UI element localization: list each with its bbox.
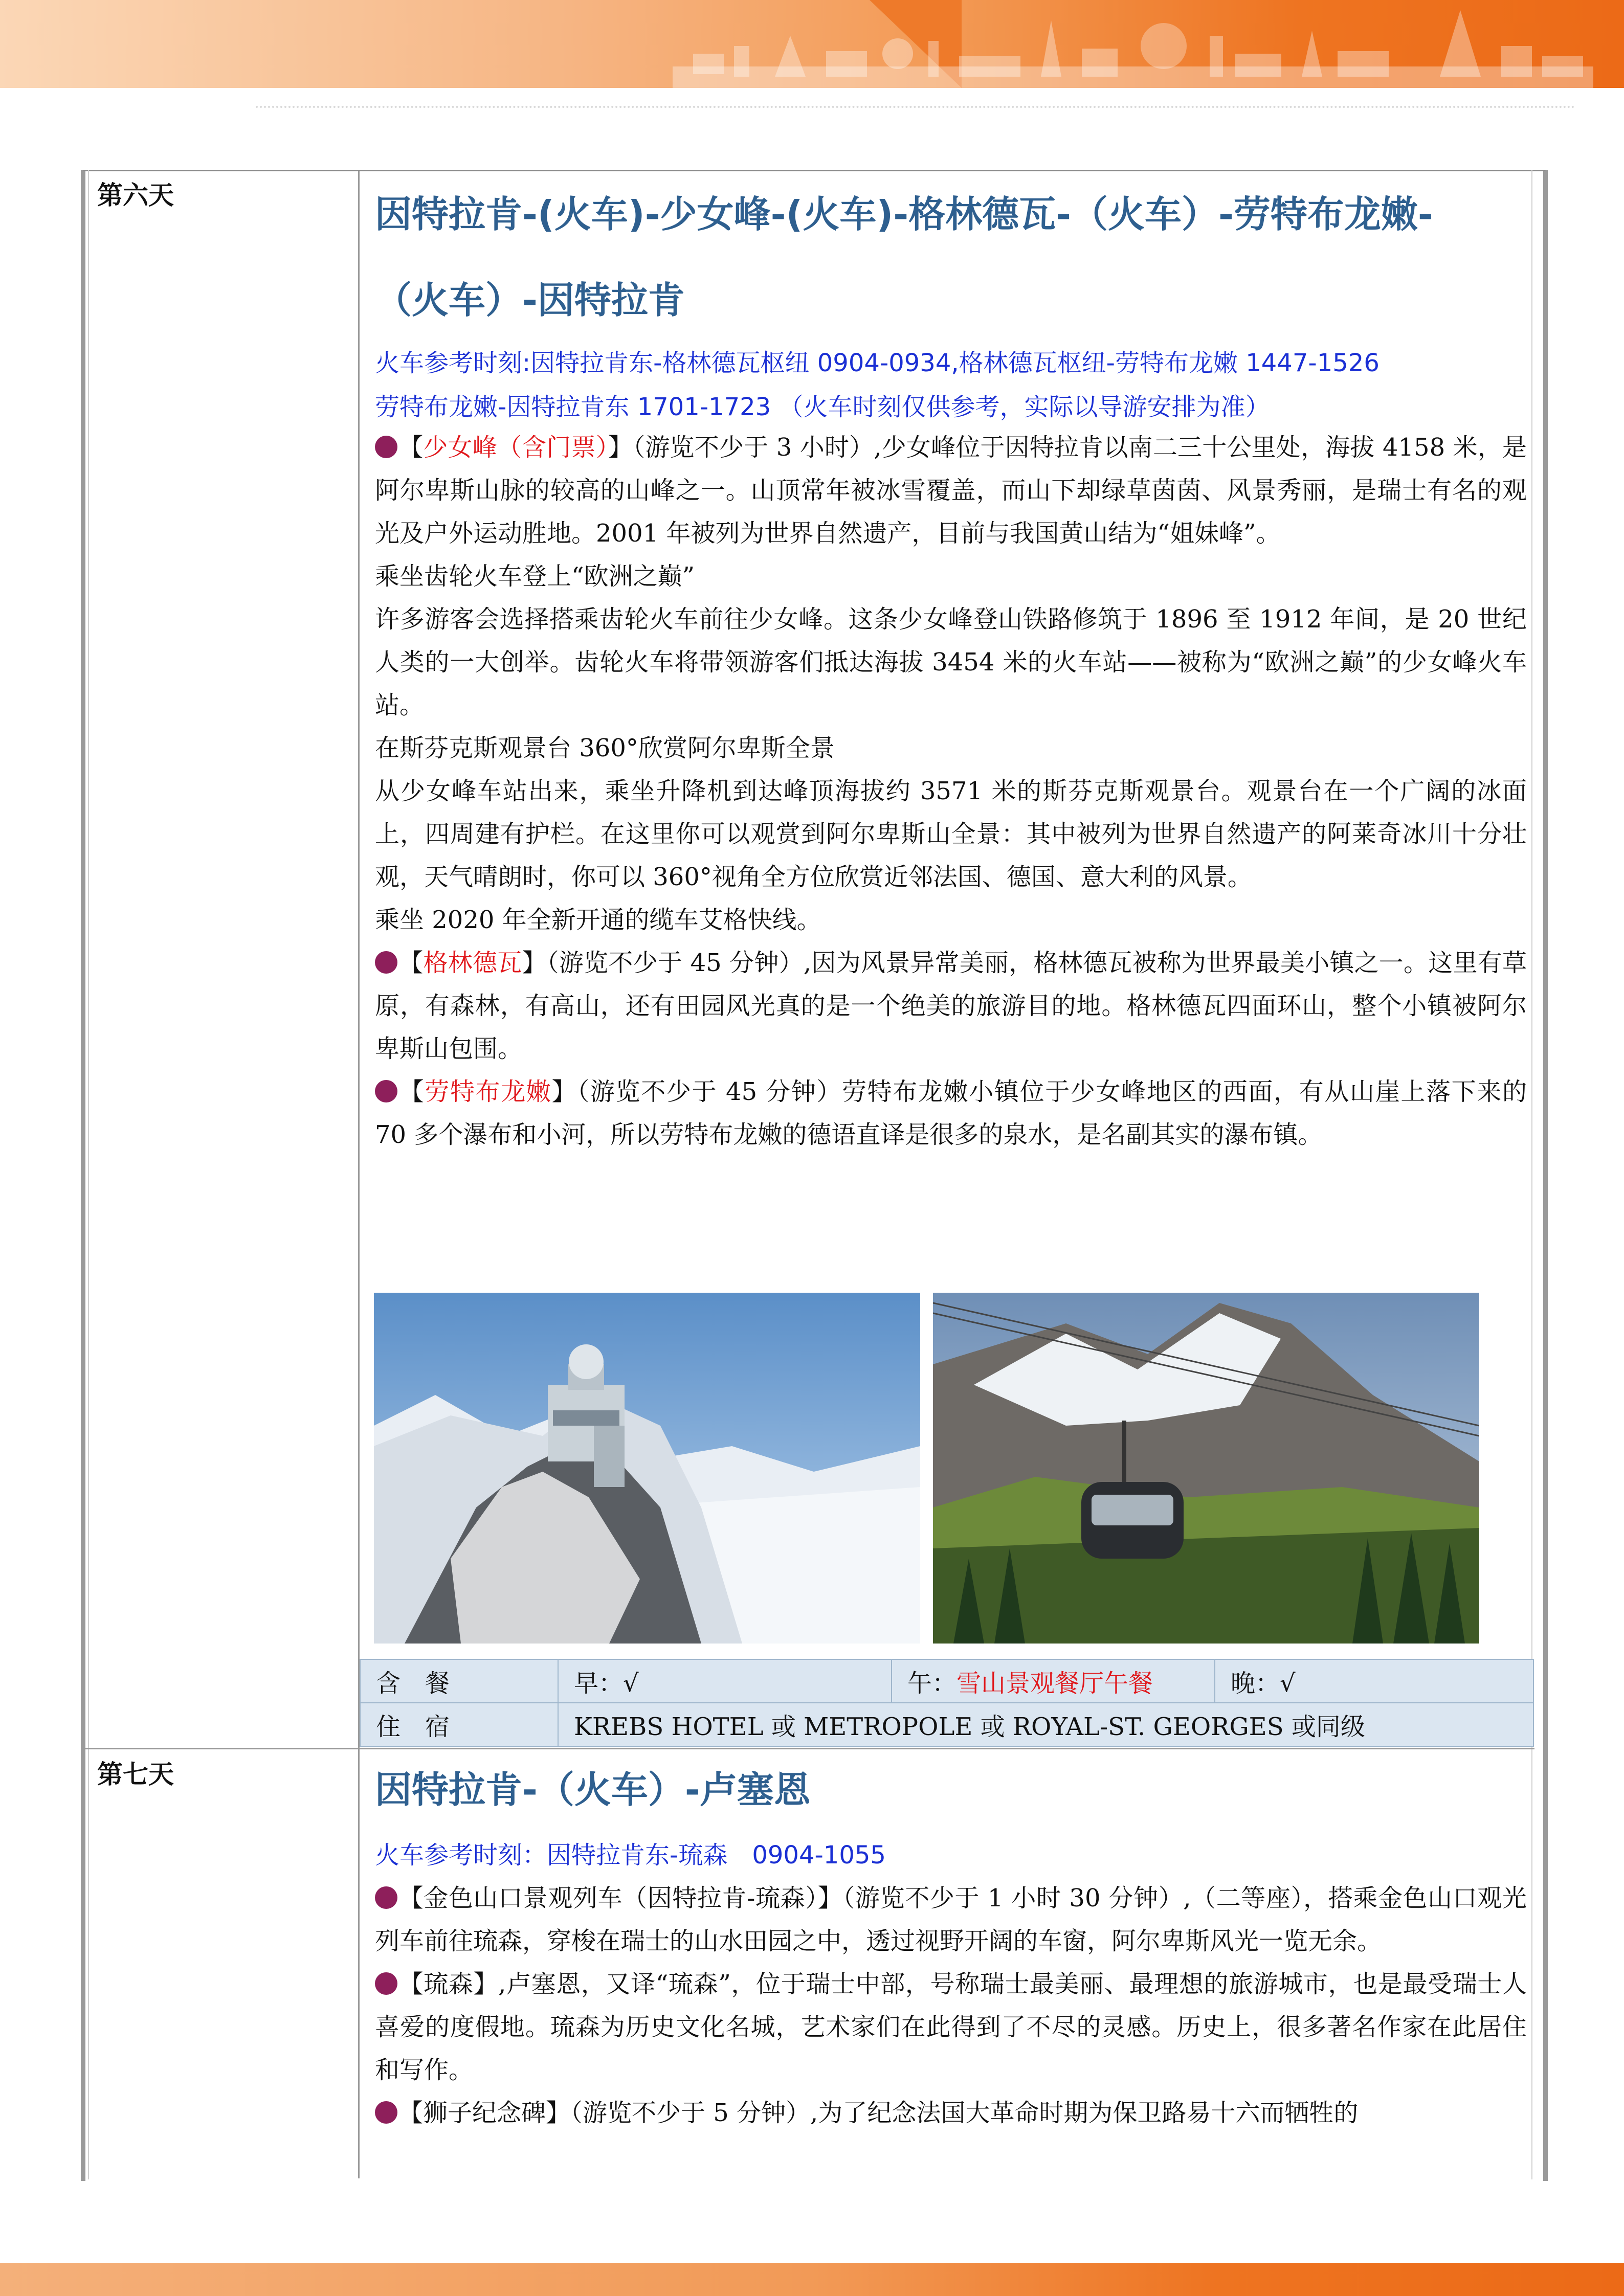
lunch-value: 雪山景观餐厅午餐 <box>956 1669 1153 1698</box>
day6-train-line1: 火车参考时刻:因特拉肯东-格林德瓦枢纽 0904-0934,格林德瓦枢纽-劳特布龙嫩 1447-1526 <box>375 349 1380 377</box>
jungfrau-text: （游览不少于 3 小时）,少女峰位于因特拉肯以南二三十公里处，海拔 4158 米，是阿尔卑斯山脉的较高的山峰之一。山顶常年被冰雪覆盖，而山下却绿草茵茵、风景秀丽，是瑞士有名的观光及户外运动胜地。2001 年被列为世界自然遗产，目前与我国黄山结为“姐妹峰”。 <box>375 433 1527 548</box>
lucerne-item <box>375 1963 1527 2091</box>
grindelwald-item <box>375 941 1527 1070</box>
hotel-label: 住 宿 <box>360 1703 558 1746</box>
day6-train-times <box>375 341 1531 429</box>
cog-heading: 乘坐齿轮火车登上“欧洲之巅” <box>375 562 695 591</box>
day7-title: 因特拉肯-（火车）-卢塞恩 <box>375 1768 811 1811</box>
bracket-open: 【 <box>398 433 424 462</box>
day7-train-line: 火车参考时刻：因特拉肯东-琉森 0904-1055 <box>375 1841 886 1870</box>
day6-jungfrau-section <box>375 426 1527 1156</box>
lunch-label: 午： <box>907 1669 957 1698</box>
bullet-dot-icon <box>375 436 397 458</box>
header-banner <box>0 0 1624 88</box>
lauterbrunnen-item <box>375 1070 1527 1156</box>
cog-text: 许多游客会选择搭乘齿轮火车前往少女峰。这条少女峰登山铁路修筑于 1896 至 1912 年间，是 20 世纪人类的一大创举。齿轮火车将带领游客们抵达海拔 3454 米的火车站——被称为“欧洲之巅”的少女峰火车站。 <box>375 605 1527 719</box>
hotel-value: KREBS HOTEL 或 METROPOLE 或 ROYAL-ST. GEORGES 或同级 <box>558 1703 1533 1746</box>
table-column-divider <box>358 171 360 2178</box>
bracket-close: 】 <box>608 433 633 462</box>
hotel-row <box>360 1703 1533 1746</box>
bullet-dot-icon <box>375 951 397 974</box>
day6-train-line2: 劳特布龙嫩-因特拉肯东 1701-1723 （火车时刻仅供参考，实际以导游安排为准） <box>375 393 1270 421</box>
day6-label: 第六天 <box>97 181 174 210</box>
eiger-text: 乘坐 2020 年全新开通的缆车艾格快线。 <box>375 906 821 934</box>
city-skyline-icon <box>673 5 1593 88</box>
day6-title-line1: 因特拉肯-(火车)-少女峰-(火车)-格林德瓦-（火车）-劳特布龙嫩- <box>375 193 1433 236</box>
bullet-dot-icon <box>375 1886 397 1909</box>
day6-title-line2: （火车）-因特拉肯 <box>375 279 685 322</box>
day6-meals-hotel-table <box>360 1659 1534 1747</box>
sphinx-text: 从少女峰车站出来，乘坐升降机到达峰顶海拔约 3571 米的斯芬克斯观景台。观景台在一个广阔的冰面上，四周建有护栏。在这里你可以观赏到阿尔卑斯山全景：其中被列为世界自然遗产的阿莱奇冰川十分壮观，天气晴朗时，你可以 360°视角全方位欣赏近邻法国、德国、意大利的风景。 <box>375 777 1527 891</box>
lauterbrunnen-text: （游览不少于 45 分钟）劳特布龙嫩小镇位于少女峰地区的西面，有从山崖上落下来的 70 多个瀑布和小河，所以劳特布龙嫩的德语直译是很多的泉水，是名副其实的瀑布镇。 <box>375 1077 1527 1149</box>
bullet-dot-icon <box>375 1080 397 1102</box>
lucerne-text: 【琉森】,卢塞恩，又译“琉森”，位于瑞士中部，号称瑞士最美丽、最理想的旅游城市，也是最受瑞士人喜爱的度假地。琉森为历史文化名城，艺术家们在此得到了不尽的灵感。历史上，很多著名作家在此居住和写作。 <box>375 1970 1527 2084</box>
grindelwald-text: （游览不少于 45 分钟）,因为风景异常美丽，格林德瓦被称为世界最美小镇之一。这里有草原，有森林，有高山，还有田园风光真的是一个绝美的旅游目的地。格林德瓦四面环山，整个小镇被阿尔卑斯山包围。 <box>375 949 1527 1063</box>
lauterbrunnen-name: 劳特布龙嫩 <box>425 1077 552 1106</box>
eiger-express-gondola-photo <box>933 1293 1479 1644</box>
golden-pass-text: 【金色山口景观列车（因特拉肯-琉森）】（游览不少于 1 小时 30 分钟）,（二等座），搭乘金色山口观光列车前往琉森，穿梭在瑞士的山水田园之中，透过视野开阔的车窗，阿尔卑斯风光一览无余。 <box>375 1884 1527 1955</box>
gondola-photo-drawing <box>933 1293 1479 1644</box>
bracket-close: 】 <box>551 1077 577 1106</box>
meals-row <box>360 1659 1533 1703</box>
jungfrau-name: 少女峰（含门票） <box>423 433 608 462</box>
bullet-dot-icon <box>375 2101 397 2124</box>
bracket-open: 【 <box>398 1077 425 1106</box>
table-inner-border-left <box>88 170 89 2179</box>
lion-monument-item <box>375 2091 1527 2134</box>
day7-section <box>375 1877 1527 2134</box>
sphinx-observatory-photo <box>374 1293 920 1644</box>
lunch-cell <box>892 1659 1215 1703</box>
footer-banner <box>0 2263 1624 2296</box>
sphinx-photo-drawing <box>374 1293 920 1644</box>
dinner-cell: 晚：√ <box>1215 1659 1533 1703</box>
breakfast-cell: 早：√ <box>558 1659 892 1703</box>
grindelwald-name: 格林德瓦 <box>423 949 522 977</box>
header-divider <box>256 106 1575 108</box>
bracket-open: 【 <box>398 949 424 977</box>
meals-label: 含 餐 <box>360 1659 558 1703</box>
golden-pass-item <box>375 1877 1527 1963</box>
bullet-dot-icon <box>375 1972 397 1995</box>
sphinx-heading: 在斯芬克斯观景台 360°欣赏阿尔卑斯全景 <box>375 734 835 762</box>
bracket-close: 】 <box>522 949 547 977</box>
day6-title <box>375 171 1521 343</box>
day7-label: 第七天 <box>97 1760 174 1789</box>
table-inner-border-right <box>1531 170 1532 2179</box>
lion-monument-text: 【狮子纪念碑】（游览不少于 5 分钟）,为了纪念法国大革命时期为保卫路易十六而牺牲的 <box>398 2099 1359 2127</box>
